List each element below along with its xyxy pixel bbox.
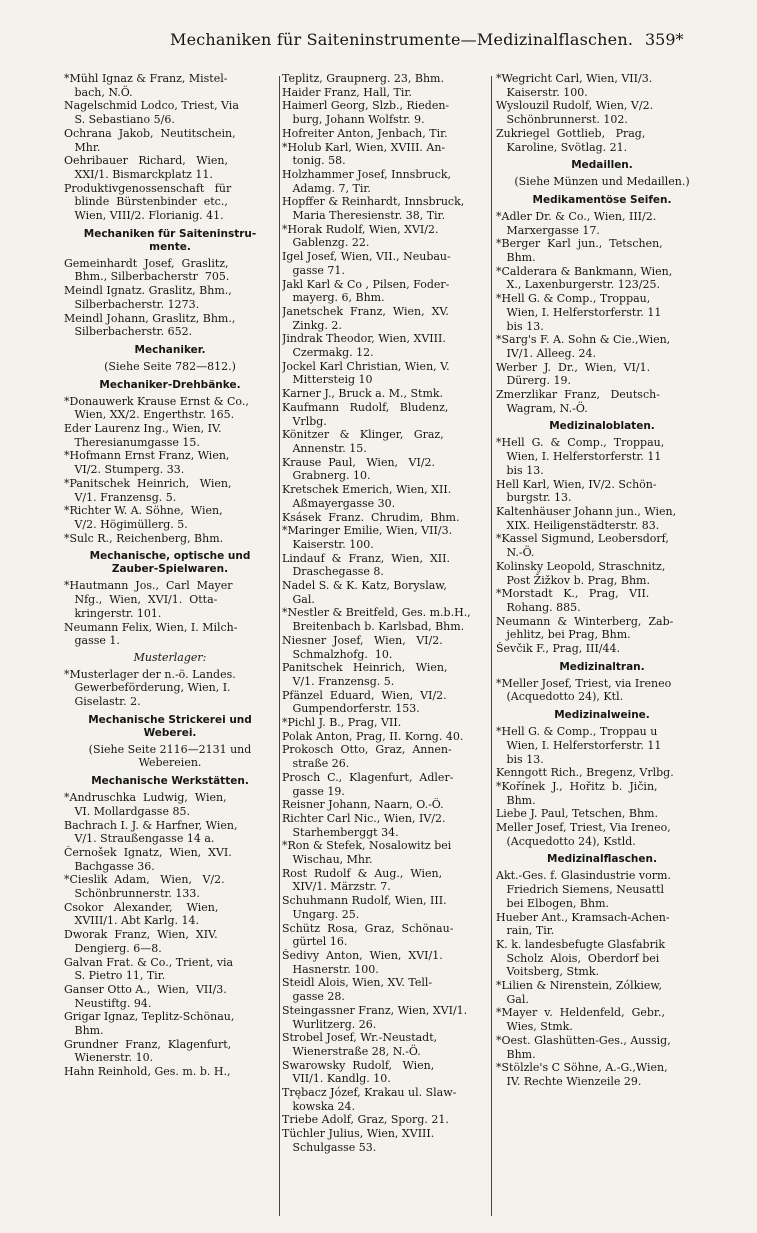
directory-entry: *Musterlager der n.-ö. Landes. Gewerbeförderung, Wien, I. Giselastr. 2. <box>64 667 236 709</box>
directory-entry: Kaufmann Rudolf, Bludenz, Vrlbg. <box>282 400 449 428</box>
directory-entry: Holzhammer Josef, Innsbruck, Adamg. 7, Tir. <box>282 167 452 195</box>
directory-entry: Šedivy Anton, Wien, XVI/1. Hasnerstr. 100. <box>282 949 443 976</box>
directory-entry: Hell Karl, Wien, IV/2. Schön- burgstr. 13. <box>496 477 657 505</box>
directory-entry: *Horak Rudolf, Wien, XVI/2. Gablenzg. 22. <box>282 222 439 250</box>
section-heading: Mechaniker-Drehbänke. <box>99 378 241 391</box>
directory-entry: Niesner Josef, Wien, VI/2. Schmalzhofg. 10. <box>282 633 443 661</box>
page-header <box>0 24 757 54</box>
directory-entry: Igel Josef, Wien, VII., Neubau- gasse 71. <box>282 250 451 277</box>
directory-entry: Černošek Ignatz, Wien, XVI. Bachgasse 36. <box>64 845 232 873</box>
directory-entry: Eder Laurenz Ing., Wien, IV. Theresianumgasse 15. <box>64 422 222 449</box>
directory-entry: Jakl Karl & Co , Pilsen, Foder- mayerg. 6, Bhm. <box>282 277 450 305</box>
directory-entry: Schuhmann Rudolf, Wien, III. Ungarg. 25. <box>282 894 447 921</box>
directory-entry: *Richter W. A. Söhne, Wien, V/2. Högimüllerg. 5. <box>64 504 223 531</box>
directory-entry: Hofreiter Anton, Jenbach, Tir. <box>282 126 448 140</box>
directory-entry: Kenngott Rich., Bregenz, Vrlbg. <box>496 766 674 780</box>
directory-entry: Tüchler Julius, Wien, XVIII. Schulgasse 53. <box>282 1127 435 1154</box>
directory-entry: Grundner Franz, Klagenfurt, Wienerstr. 10. <box>64 1037 232 1065</box>
directory-entry: Triebe Adolf, Graz, Sporg. 21. <box>282 1113 449 1127</box>
directory-entry: Ochrana Jakob, Neutitschein, Mhr. <box>64 126 236 154</box>
directory-entry: Strobel Josef, Wr.-Neustadt, Wienerstraße 28, N.-Ö. <box>282 1031 438 1058</box>
directory-entry: Meindl Johann, Graslitz, Bhm., Silberbacherstr. 652. <box>64 311 236 339</box>
directory-column-2 <box>282 72 489 1222</box>
directory-entry: Ševčik F., Prag, III/44. <box>496 642 620 656</box>
cross-reference: (Siehe Seite 782—812.) <box>104 359 236 373</box>
directory-entry: *Sarg's F. A. Sohn & Cie.,Wien, IV/1. Alleeg. 24. <box>496 333 671 360</box>
directory-entry: Liebe J. Paul, Tetschen, Bhm. <box>496 807 658 821</box>
subheading-italic: Musterlager: <box>133 650 207 664</box>
directory-entry: Steingassner Franz, Wien, XVI/1. Wurlitzerg. 26. <box>282 1003 468 1031</box>
directory-entry: *Maringer Emilie, Wien, VII/3. Kaiserstr. 100. <box>282 524 453 551</box>
directory-entry: Haider Franz, Hall, Tir. <box>282 85 412 99</box>
directory-entry: Richter Carl Nic., Wien, IV/2. Starhemberggt 34. <box>282 811 446 839</box>
directory-entry: *Adler Dr. & Co., Wien, III/2. Marxergasse 17. <box>496 209 657 237</box>
directory-entry: *Stölzle's C Söhne, A.-G.,Wien, IV. Rechte Wienzeile 29. <box>496 1061 668 1088</box>
directory-entry: Krause Paul, Wien, VI/2. Grabnerg. 10. <box>282 455 436 483</box>
directory-entry: *Berger Karl jun., Tetschen, Bhm. <box>496 237 663 265</box>
directory-column-1 <box>64 72 276 1222</box>
directory-entry: K. k. landesbefugte Glasfabrik Scholz Alois, Oberdorf bei Voitsberg, Stmk. <box>496 937 666 979</box>
directory-entry: Pfänzel Eduard, Wien, VI/2. Gumpendorferstr. 153. <box>282 688 447 716</box>
directory-entry: Neumann & Winterberg, Zab- jehlitz, bei Prag, Bhm. <box>496 614 674 642</box>
directory-entry: *Morstadt K., Prag, VII. Rohang. 885. <box>496 587 650 614</box>
directory-entry: Csokor Alexander, Wien, XVIII/1. Abt Karlg. 14. <box>64 900 219 928</box>
section-heading: Medikamentöse Seifen. <box>532 193 672 206</box>
directory-entry: Kretschek Emerich, Wien, XII. Aßmayergasse 30. <box>282 483 452 510</box>
directory-entry: Hahn Reinhold, Ges. m. b. H., <box>64 1065 231 1079</box>
directory-entry: Meller Josef, Triest, Via Ireneo, (Acquedotto 24), Kstld. <box>496 821 671 848</box>
directory-entry: Meindl Ignatz. Graslitz, Bhm., Silberbacherstr. 1273. <box>64 284 232 311</box>
directory-entry: Haimerl Georg, Slzb., Rieden- burg, Johann Wolfstr. 9. <box>282 99 450 127</box>
directory-entry: *Wegricht Carl, Wien, VII/3. Kaiserstr. 100. <box>496 72 653 99</box>
directory-entry: Wyslouzil Rudolf, Wien, V/2. Schönbrunnerst. 102. <box>496 99 654 127</box>
directory-entry: *Panitschek Heinrich, Wien, V/1. Franzensg. 5. <box>64 476 232 504</box>
directory-entry: *Meller Josef, Triest, via Ireneo (Acquedotto 24), Ktl. <box>496 676 672 704</box>
directory-entry: *Mühl Ignaz & Franz, Mistel- bach, N.Ö. <box>64 72 228 99</box>
running-title: Mechaniken für Saiteninstrumente—Medizinalflaschen. <box>170 30 634 49</box>
directory-entry: *Andruschka Ludwig, Wien, VI. Mollardgasse 85. <box>64 791 227 818</box>
directory-entry: *Kořínek J., Hořitz b. Jičin, Bhm. <box>496 779 658 807</box>
directory-entry: Kolinsky Leopold, Straschnitz, Post Žižkov b. Prag, Bhm. <box>496 559 666 587</box>
directory-entry: Polak Anton, Prag, II. Korng. 40. <box>282 729 464 743</box>
directory-entry: Akt.-Ges. f. Glasindustrie vorm. Friedrich Siemens, Neusattl bei Elbogen, Bhm. <box>496 869 671 910</box>
directory-entry: Galvan Frat. & Co., Trient, via S. Pietro 11, Tir. <box>64 955 234 983</box>
column-rule-right <box>491 76 492 1216</box>
directory-entry: Nagelschmid Lodco, Triest, Via S. Sebastiano 5/6. <box>64 99 239 127</box>
cross-reference: (Siehe Münzen und Medaillen.) <box>514 175 690 189</box>
section-heading: Mechanische, optische und Zauber-Spielwaren. <box>89 550 251 576</box>
directory-entry: *Hautmann Jos., Carl Mayer Nfg., Wien, XVI/1. Otta- kringerstr. 101. <box>64 579 233 620</box>
directory-entry: Steidl Alois, Wien, XV. Tell- gasse 28. <box>282 976 433 1004</box>
directory-entry: Janetschek Franz, Wien, XV. Zinkg. 2. <box>282 304 449 332</box>
directory-entry: Nadel S. & K. Katz, Boryslaw, Gal. <box>282 579 447 606</box>
directory-entry: Ganser Otto A., Wien, VII/3. Neustiftg. 94. <box>64 982 227 1010</box>
section-heading: Medaillen. <box>571 159 633 172</box>
directory-entry: Jockel Karl Christian, Wien, V. Mittersteig 10 <box>282 359 450 387</box>
directory-entry: *Calderara & Bankmann, Wien, X., Laxenburgerstr. 123/25. <box>496 264 673 292</box>
directory-entry: Panitschek Heinrich, Wien, V/1. Franzensg. 5. <box>282 661 448 688</box>
directory-entry: *Cieslik Adam, Wien, V/2. Schönbrunnerstr. 133. <box>64 873 225 901</box>
directory-entry: *Pichl J. B., Prag, VII. <box>282 716 402 730</box>
directory-entry: Rost Rudolf & Aug., Wien, XIV/1. Märzstr. 7. <box>282 866 443 894</box>
directory-entry: Karner J., Bruck a. M., Stmk. <box>282 387 444 401</box>
directory-entry: Werber J. Dr., Wien, VI/1. Dürerg. 19. <box>496 360 651 388</box>
section-heading: Mechanische Werkstätten. <box>91 775 249 788</box>
directory-entry: Lindauf & Franz, Wien, XII. Draschegasse 8. <box>282 551 450 579</box>
directory-entry: *Hell G. & Comp., Troppau u Wien, I. Helferstorferstr. 11 bis 13. <box>496 725 662 766</box>
directory-entry: Teplitz, Graupnerg. 23, Bhm. <box>282 72 444 85</box>
directory-entry: *Mayer v. Heldenfeld, Gebr., Wies, Stmk. <box>496 1006 665 1034</box>
directory-entry: *Hofmann Ernst Franz, Wien, VI/2. Stumperg. 33. <box>64 449 230 477</box>
section-heading: Mechaniken für Saiteninstru- mente. <box>83 227 257 253</box>
directory-entry: Reisner Johann, Naarn, O.-Ö. <box>282 798 444 812</box>
section-heading: Medizinalweine. <box>554 709 650 722</box>
directory-entry: Hueber Ant., Kramsach-Achen- rain, Tir. <box>496 910 670 938</box>
section-heading: Mechaniker. <box>134 343 206 356</box>
section-heading: Medizinalflaschen. <box>547 853 657 866</box>
directory-entry: Kaltenhäuser Johann jun., Wien, XIX. Heiligenstädterstr. 83. <box>496 504 677 532</box>
directory-entry: Schütz Rosa, Graz, Schönau- gürtel 16. <box>282 921 454 949</box>
directory-entry: Dworak Franz, Wien, XIV. Dengierg. 6—8. <box>64 928 218 955</box>
directory-entry: Jindrak Theodor, Wien, XVIII. Czermakg. 12. <box>282 332 446 360</box>
directory-entry: Oehribauer Richard, Wien, XXI/1. Bismarckplatz 11. <box>64 154 228 181</box>
directory-column-3 <box>496 72 708 1222</box>
directory-entry: *Ron & Stefek, Nosalowitz bei Wischau, Mhr. <box>282 839 452 867</box>
page-number: 359* <box>645 30 684 49</box>
directory-entry: Prosch C., Klagenfurt, Adler- gasse 19. <box>282 770 454 798</box>
directory-entry: Hopffer & Reinhardt, Innsbruck, Maria Theresienstr. 38, Tir. <box>282 195 465 223</box>
directory-entry: Prokosch Otto, Graz, Annen- straße 26. <box>282 743 452 771</box>
section-heading: Medizinaltran. <box>559 660 645 673</box>
directory-entry: *Sulc R., Reichenberg, Bhm. <box>64 531 224 545</box>
directory-entry: Könitzer & Klinger, Graz, Annenstr. 15. <box>282 428 444 455</box>
directory-entry: Neumann Felix, Wien, I. Milch- gasse 1. <box>64 620 238 648</box>
directory-entry: *Kassel Sigmund, Leobersdorf, N.-Ö. <box>496 532 669 560</box>
directory-entry: Bachrach I. J. & Harfner, Wien, V/1. Straußengasse 14 a. <box>64 818 238 846</box>
section-heading: Medizinaloblaten. <box>549 420 655 433</box>
column-rule-left <box>279 76 280 1216</box>
section-heading: Mechanische Strickerei und Weberei. <box>88 713 252 739</box>
directory-entry: *Hell G. & Comp., Troppau, Wien, I. Helferstorferstr. 11 bis 13. <box>496 292 662 333</box>
directory-entry: Zukriegel Gottlieb, Prag, Karoline, Svötlag. 21. <box>496 126 646 154</box>
directory-entry: Trębacz Józef, Krakau ul. Slaw- kowska 24. <box>282 1086 457 1113</box>
directory-entry: Gemeinhardt Josef, Graslitz, Bhm., Silberbacherstr 705. <box>64 256 230 284</box>
directory-entry: Produktivgenossenschaft für blinde Bürstenbinder etc., Wien, VIII/2. Florianig. 41. <box>64 181 232 223</box>
directory-entry: Zmerzlikar Franz, Deutsch- Wagram, N.-Ö. <box>496 388 660 415</box>
directory-entry: *Lilien & Nirenstein, Zólkiew, Gal. <box>496 979 662 1006</box>
directory-entry: Ksásek Franz. Chrudim, Bhm. <box>282 510 460 524</box>
directory-entry: Grigar Ignaz, Teplitz-Schönau, Bhm. <box>64 1010 235 1038</box>
directory-entry: Swarowsky Rudolf, Wien, VII/1. Kandlg. 10. <box>282 1058 435 1086</box>
directory-entry: *Donauwerk Krause Ernst & Co., Wien, XX/2. Engerthstr. 165. <box>64 394 249 422</box>
cross-reference: (Siehe Seite 2116—2131 und Webereien. <box>88 742 252 770</box>
directory-entry: *Holub Karl, Wien, XVIII. An- tonig. 58. <box>282 140 446 168</box>
directory-entry: *Hell G. & Comp., Troppau, Wien, I. Helferstorferstr. 11 bis 13. <box>496 436 665 477</box>
directory-entry: *Nestler & Breitfeld, Ges. m.b.H., Breitenbach b. Karlsbad, Bhm. <box>282 606 471 634</box>
directory-entry: *Oest. Glashütten-Ges., Aussig, Bhm. <box>496 1033 671 1061</box>
